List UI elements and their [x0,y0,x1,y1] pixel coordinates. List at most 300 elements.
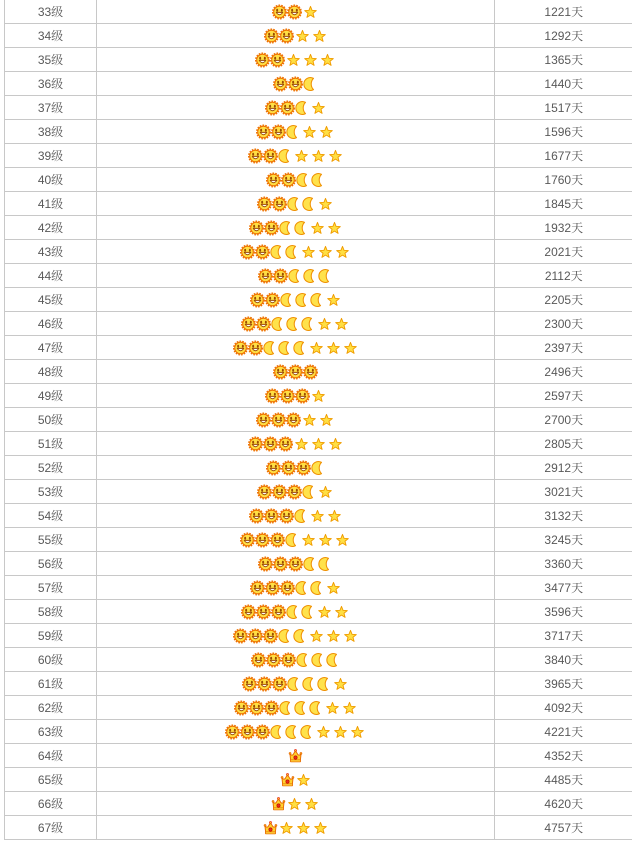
moon-icon [263,340,278,356]
moon-icon [295,100,310,116]
star-icon [310,220,325,236]
moon-icon [270,244,285,260]
table-row [5,240,632,264]
sun-icon [273,268,288,284]
table-row [5,312,632,336]
days-cell: 1845天 [495,192,632,216]
star-icon [326,340,341,356]
level-cell: 59级 [5,624,97,648]
table-row [5,360,632,384]
star-icon [326,292,341,308]
level-cell: 51级 [5,432,97,456]
days-cell: 2597天 [495,384,632,408]
moon-icon [318,556,333,572]
table-row [5,504,632,528]
icons-cell [97,288,495,312]
star-icon [287,796,302,812]
star-icon [335,532,350,548]
sun-icon [241,604,256,620]
moon-icon [301,316,316,332]
icons-cell [97,120,495,144]
sun-icon [263,148,278,164]
sun-icon [270,52,285,68]
days-cell: 2397天 [495,336,632,360]
moon-icon [294,508,309,524]
days-cell: 3596天 [495,600,632,624]
moon-icon [302,196,317,212]
moon-icon [287,196,302,212]
star-icon [303,52,318,68]
icons-cell [97,768,495,792]
crown-icon [263,820,278,836]
moon-icon [285,244,300,260]
sun-icon [288,556,303,572]
table-row [5,648,632,672]
days-cell: 3965天 [495,672,632,696]
moon-icon [286,124,301,140]
table-row [5,768,632,792]
level-cell: 37级 [5,96,97,120]
icons-cell [97,432,495,456]
table-row [5,120,632,144]
days-cell: 4757天 [495,816,632,840]
sun-icon [264,700,279,716]
icons-cell [97,408,495,432]
table-row [5,528,632,552]
star-icon [326,580,341,596]
days-cell: 1221天 [495,0,632,24]
star-icon [304,796,319,812]
sun-icon [278,436,293,452]
icons-cell [97,312,495,336]
days-cell: 4221天 [495,720,632,744]
sun-icon [249,220,264,236]
table-row [5,480,632,504]
icons-cell [97,672,495,696]
icons-cell [97,720,495,744]
sun-icon [248,148,263,164]
star-icon [343,628,358,644]
icons-cell [97,192,495,216]
sun-icon [255,244,270,260]
sun-icon [256,316,271,332]
sun-icon [272,676,287,692]
sun-icon [264,508,279,524]
sun-icon [273,556,288,572]
table-row [5,696,632,720]
star-icon [309,628,324,644]
star-icon [335,244,350,260]
level-cell: 58级 [5,600,97,624]
moon-icon [278,340,293,356]
sun-icon [255,52,270,68]
star-icon [328,436,343,452]
level-cell: 53级 [5,480,97,504]
star-icon [316,724,331,740]
level-cell: 67级 [5,816,97,840]
days-cell: 2021天 [495,240,632,264]
sun-icon [265,580,280,596]
sun-icon [248,628,263,644]
days-cell: 4485天 [495,768,632,792]
sun-icon [272,196,287,212]
sun-icon [249,700,264,716]
icons-cell [97,600,495,624]
table-row [5,600,632,624]
sun-icon [257,484,272,500]
level-cell: 52级 [5,456,97,480]
days-cell: 1596天 [495,120,632,144]
table-row [5,792,632,816]
level-cell: 66级 [5,792,97,816]
days-cell: 2700天 [495,408,632,432]
icons-cell [97,504,495,528]
moon-icon [293,340,308,356]
sun-icon [264,28,279,44]
star-icon [311,388,326,404]
level-cell: 50级 [5,408,97,432]
star-icon [302,124,317,140]
level-cell: 57级 [5,576,97,600]
moon-icon [302,484,317,500]
sun-icon [281,460,296,476]
star-icon [342,700,357,716]
icons-cell [97,24,495,48]
table-row [5,576,632,600]
moon-icon [309,700,324,716]
sun-icon [249,508,264,524]
star-icon [343,340,358,356]
star-icon [334,316,349,332]
crown-icon [280,772,295,788]
level-cell: 36级 [5,72,97,96]
level-cell: 62级 [5,696,97,720]
table-row [5,744,632,768]
sun-icon [265,292,280,308]
days-cell: 1440天 [495,72,632,96]
table-row [5,672,632,696]
table-row [5,24,632,48]
table-row [5,0,632,24]
moon-icon [288,268,303,284]
sun-icon [271,124,286,140]
star-icon [319,412,334,428]
table-row [5,432,632,456]
days-cell: 1292天 [495,24,632,48]
moon-icon [300,724,315,740]
days-cell: 4092天 [495,696,632,720]
days-cell: 2205天 [495,288,632,312]
sun-icon [256,604,271,620]
sun-icon [251,652,266,668]
level-cell: 46级 [5,312,97,336]
sun-icon [288,76,303,92]
crown-icon [271,796,286,812]
moon-icon [317,676,332,692]
icons-cell [97,96,495,120]
moon-icon [311,172,326,188]
sun-icon [288,364,303,380]
sun-icon [272,4,287,20]
moon-icon [270,724,285,740]
table-row [5,720,632,744]
sun-icon [273,364,288,380]
days-cell: 1677天 [495,144,632,168]
moon-icon [310,292,325,308]
icons-cell [97,624,495,648]
table-row [5,96,632,120]
moon-icon [303,76,318,92]
moon-icon [311,460,326,476]
level-cell: 48级 [5,360,97,384]
moon-icon [301,604,316,620]
sun-icon [280,388,295,404]
moon-icon [271,316,286,332]
icons-cell [97,576,495,600]
star-icon [320,52,335,68]
sun-icon [281,652,296,668]
sun-icon [250,292,265,308]
icons-cell [97,168,495,192]
sun-icon [265,100,280,116]
sun-icon [225,724,240,740]
table-row [5,408,632,432]
moon-icon [295,580,310,596]
level-cell: 40级 [5,168,97,192]
table-row [5,384,632,408]
sun-icon [233,340,248,356]
days-cell: 3717天 [495,624,632,648]
star-icon [350,724,365,740]
sun-icon [264,220,279,236]
icons-cell [97,48,495,72]
table-row [5,816,632,840]
star-icon [319,124,334,140]
star-icon [313,820,328,836]
moon-icon [285,532,300,548]
icons-cell [97,696,495,720]
star-icon [318,484,333,500]
icons-cell [97,816,495,840]
icons-cell [97,264,495,288]
star-icon [318,196,333,212]
sun-icon [250,580,265,596]
moon-icon [279,700,294,716]
sun-icon [255,724,270,740]
level-cell: 34级 [5,24,97,48]
qq-level-table [4,0,632,840]
icons-cell [97,480,495,504]
sun-icon [248,340,263,356]
days-cell: 2805天 [495,432,632,456]
sun-icon [266,172,281,188]
sun-icon [266,460,281,476]
moon-icon [296,172,311,188]
sun-icon [265,388,280,404]
table-row [5,216,632,240]
sun-icon [271,604,286,620]
star-icon [310,508,325,524]
table-row [5,288,632,312]
level-cell: 49级 [5,384,97,408]
star-icon [294,436,309,452]
moon-icon [302,676,317,692]
sun-icon [263,436,278,452]
star-icon [311,148,326,164]
level-cell: 63级 [5,720,97,744]
level-cell: 42级 [5,216,97,240]
star-icon [327,508,342,524]
table-body [5,0,632,840]
sun-icon [255,532,270,548]
table-row [5,48,632,72]
star-icon [286,52,301,68]
table-row [5,144,632,168]
moon-icon [285,724,300,740]
sun-icon [257,196,272,212]
moon-icon [295,292,310,308]
table-row [5,336,632,360]
sun-icon [258,268,273,284]
star-icon [333,724,348,740]
level-cell: 44级 [5,264,97,288]
table-row [5,624,632,648]
star-icon [302,412,317,428]
moon-icon [286,604,301,620]
level-cell: 35级 [5,48,97,72]
icons-cell [97,744,495,768]
days-cell: 3840天 [495,648,632,672]
sun-icon [248,436,263,452]
star-icon [318,532,333,548]
icons-cell [97,528,495,552]
moon-icon [296,652,311,668]
days-cell: 1365天 [495,48,632,72]
star-icon [296,772,311,788]
star-icon [279,820,294,836]
crown-icon [288,748,303,764]
table-row [5,456,632,480]
icons-cell [97,456,495,480]
moon-icon [326,652,341,668]
star-icon [294,148,309,164]
level-cell: 65级 [5,768,97,792]
star-icon [333,676,348,692]
days-cell: 3245天 [495,528,632,552]
sun-icon [258,556,273,572]
days-cell: 4620天 [495,792,632,816]
table-row [5,552,632,576]
moon-icon [286,316,301,332]
star-icon [303,4,318,20]
level-cell: 45级 [5,288,97,312]
days-cell: 1760天 [495,168,632,192]
sun-icon [240,724,255,740]
sun-icon [280,580,295,596]
moon-icon [294,220,309,236]
sun-icon [233,628,248,644]
moon-icon [279,220,294,236]
sun-icon [272,484,287,500]
star-icon [301,244,316,260]
star-icon [296,820,311,836]
days-cell: 3477天 [495,576,632,600]
sun-icon [241,316,256,332]
moon-icon [278,148,293,164]
star-icon [311,436,326,452]
level-cell: 54级 [5,504,97,528]
level-cell: 47级 [5,336,97,360]
star-icon [326,628,341,644]
icons-cell [97,216,495,240]
moon-icon [294,700,309,716]
table-row [5,72,632,96]
moon-icon [278,628,293,644]
sun-icon [234,700,249,716]
level-cell: 60级 [5,648,97,672]
sun-icon [287,484,302,500]
star-icon [311,100,326,116]
table-row [5,168,632,192]
level-cell: 56级 [5,552,97,576]
days-cell: 1517天 [495,96,632,120]
star-icon [295,28,310,44]
days-cell: 3360天 [495,552,632,576]
star-icon [312,28,327,44]
table-row [5,192,632,216]
icons-cell [97,336,495,360]
icons-cell [97,72,495,96]
sun-icon [263,628,278,644]
level-cell: 61级 [5,672,97,696]
sun-icon [279,28,294,44]
sun-icon [256,412,271,428]
sun-icon [257,676,272,692]
icons-cell [97,792,495,816]
star-icon [325,700,340,716]
icons-cell [97,0,495,24]
sun-icon [270,532,285,548]
sun-icon [273,76,288,92]
level-cell: 33级 [5,0,97,24]
days-cell: 4352天 [495,744,632,768]
icons-cell [97,144,495,168]
sun-icon [296,460,311,476]
star-icon [317,316,332,332]
icons-cell [97,384,495,408]
days-cell: 2912天 [495,456,632,480]
sun-icon [256,124,271,140]
star-icon [334,604,349,620]
moon-icon [318,268,333,284]
star-icon [327,220,342,236]
star-icon [318,244,333,260]
level-cell: 64级 [5,744,97,768]
icons-cell [97,240,495,264]
moon-icon [303,556,318,572]
moon-icon [293,628,308,644]
icons-cell [97,360,495,384]
sun-icon [266,652,281,668]
sun-icon [286,412,301,428]
sun-icon [271,412,286,428]
sun-icon [295,388,310,404]
sun-icon [280,100,295,116]
moon-icon [310,580,325,596]
sun-icon [279,508,294,524]
star-icon [301,532,316,548]
icons-cell [97,552,495,576]
